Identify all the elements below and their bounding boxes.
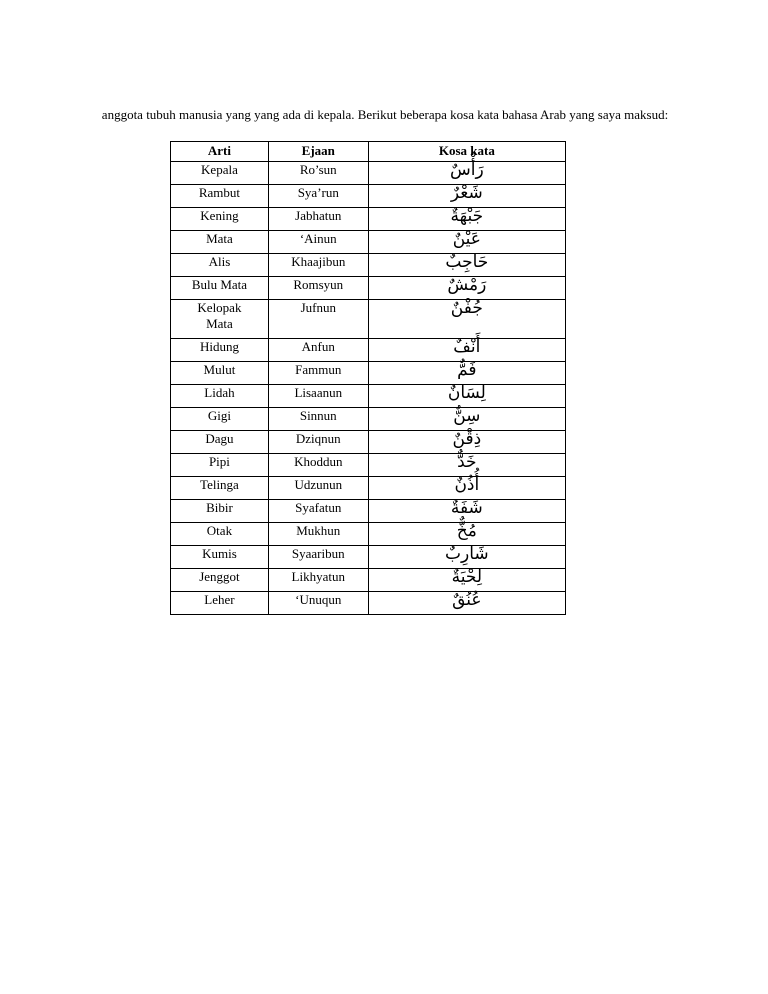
cell-arti: Kening xyxy=(171,208,269,231)
table-row xyxy=(171,185,566,208)
cell-arti: Pipi xyxy=(171,454,269,477)
cell-kosa-kata: جَبْهَةٌ xyxy=(368,208,565,231)
cell-kosa-kata: عَيْنٌ xyxy=(368,231,565,254)
table-row xyxy=(171,546,566,569)
table-row xyxy=(171,500,566,523)
cell-kosa-kata: رَأْسٌ xyxy=(368,162,565,185)
cell-ejaan: Likhyatun xyxy=(268,569,368,592)
table-row xyxy=(171,162,566,185)
cell-arti: Dagu xyxy=(171,431,269,454)
header-row xyxy=(171,142,566,162)
table-row xyxy=(171,300,566,339)
cell-arti-text: Kelopak Mata xyxy=(197,300,242,331)
cell-arti: Telinga xyxy=(171,477,269,500)
cell-kosa-kata: رَمْشٌ xyxy=(368,277,565,300)
cell-kosa-kata: لِسَانٌ xyxy=(368,385,565,408)
cell-arti: Kumis xyxy=(171,546,269,569)
table-row xyxy=(171,231,566,254)
cell-arti: Bulu Mata xyxy=(171,277,269,300)
cell-kosa-kata: حَاجِبٌ xyxy=(368,254,565,277)
cell-kosa-kata: مُخٌّ xyxy=(368,523,565,546)
cell-ejaan: ‘Unuqun xyxy=(268,592,368,615)
cell-ejaan: Dziqnun xyxy=(268,431,368,454)
cell-kosa-kata: شَارِبٌ xyxy=(368,546,565,569)
cell-arti: Lidah xyxy=(171,385,269,408)
cell-ejaan: Udzunun xyxy=(268,477,368,500)
cell-arti: Jenggot xyxy=(171,569,269,592)
cell-arti: Mulut xyxy=(171,362,269,385)
cell-ejaan: Sya’run xyxy=(268,185,368,208)
cell-ejaan: Fammun xyxy=(268,362,368,385)
table-row xyxy=(171,569,566,592)
table-body xyxy=(171,162,566,615)
cell-ejaan: Ro’sun xyxy=(268,162,368,185)
table-row xyxy=(171,523,566,546)
cell-kosa-kata: أَنْفٌ xyxy=(368,339,565,362)
cell-kosa-kata: خَدٌّ xyxy=(368,454,565,477)
cell-arti: Bibir xyxy=(171,500,269,523)
cell-kosa-kata: لِحْيَةٌ xyxy=(368,569,565,592)
cell-ejaan: Syafatun xyxy=(268,500,368,523)
cell-arti: Alis xyxy=(171,254,269,277)
table-row xyxy=(171,385,566,408)
cell-kosa-kata: فَمٌّ xyxy=(368,362,565,385)
vocabulary-table xyxy=(170,141,566,615)
table-row xyxy=(171,339,566,362)
table-row xyxy=(171,277,566,300)
cell-kosa-kata: أُذُنٌ xyxy=(368,477,565,500)
cell-arti: Otak xyxy=(171,523,269,546)
cell-ejaan: Mukhun xyxy=(268,523,368,546)
cell-kosa-kata: ذِقْنٌ xyxy=(368,431,565,454)
cell-ejaan: Romsyun xyxy=(268,277,368,300)
cell-arti xyxy=(171,300,269,339)
table-row xyxy=(171,362,566,385)
cell-ejaan: Khoddun xyxy=(268,454,368,477)
cell-kosa-kata: سِنٌّ xyxy=(368,408,565,431)
table-row xyxy=(171,431,566,454)
cell-ejaan: Jabhatun xyxy=(268,208,368,231)
cell-arti: Mata xyxy=(171,231,269,254)
header-kosa-kata: Kosa kata xyxy=(368,142,565,162)
cell-ejaan: Jufnun xyxy=(268,300,368,339)
table-row xyxy=(171,592,566,615)
cell-ejaan: Syaaribun xyxy=(268,546,368,569)
cell-ejaan: Sinnun xyxy=(268,408,368,431)
cell-ejaan: Lisaanun xyxy=(268,385,368,408)
cell-arti: Leher xyxy=(171,592,269,615)
table-row xyxy=(171,408,566,431)
table-header xyxy=(171,142,566,162)
cell-kosa-kata: عُنُقٌ xyxy=(368,592,565,615)
intro-paragraph: anggota tubuh manusia yang yang ada di kepala. Berikut beberapa kosa kata bahasa Arab yang saya maksud: xyxy=(101,107,669,122)
cell-kosa-kata: شَعْرٌ xyxy=(368,185,565,208)
cell-ejaan: ‘Ainun xyxy=(268,231,368,254)
table-row xyxy=(171,454,566,477)
cell-ejaan: Khaajibun xyxy=(268,254,368,277)
cell-arti: Kepala xyxy=(171,162,269,185)
table-row xyxy=(171,477,566,500)
table-row xyxy=(171,208,566,231)
table-row xyxy=(171,254,566,277)
cell-arti: Rambut xyxy=(171,185,269,208)
cell-kosa-kata: شَفَةٌ xyxy=(368,500,565,523)
cell-ejaan: Anfun xyxy=(268,339,368,362)
cell-arti: Gigi xyxy=(171,408,269,431)
header-arti: Arti xyxy=(171,142,269,162)
cell-arti: Hidung xyxy=(171,339,269,362)
header-ejaan: Ejaan xyxy=(268,142,368,162)
cell-kosa-kata: جُفْنٌ xyxy=(368,300,565,339)
